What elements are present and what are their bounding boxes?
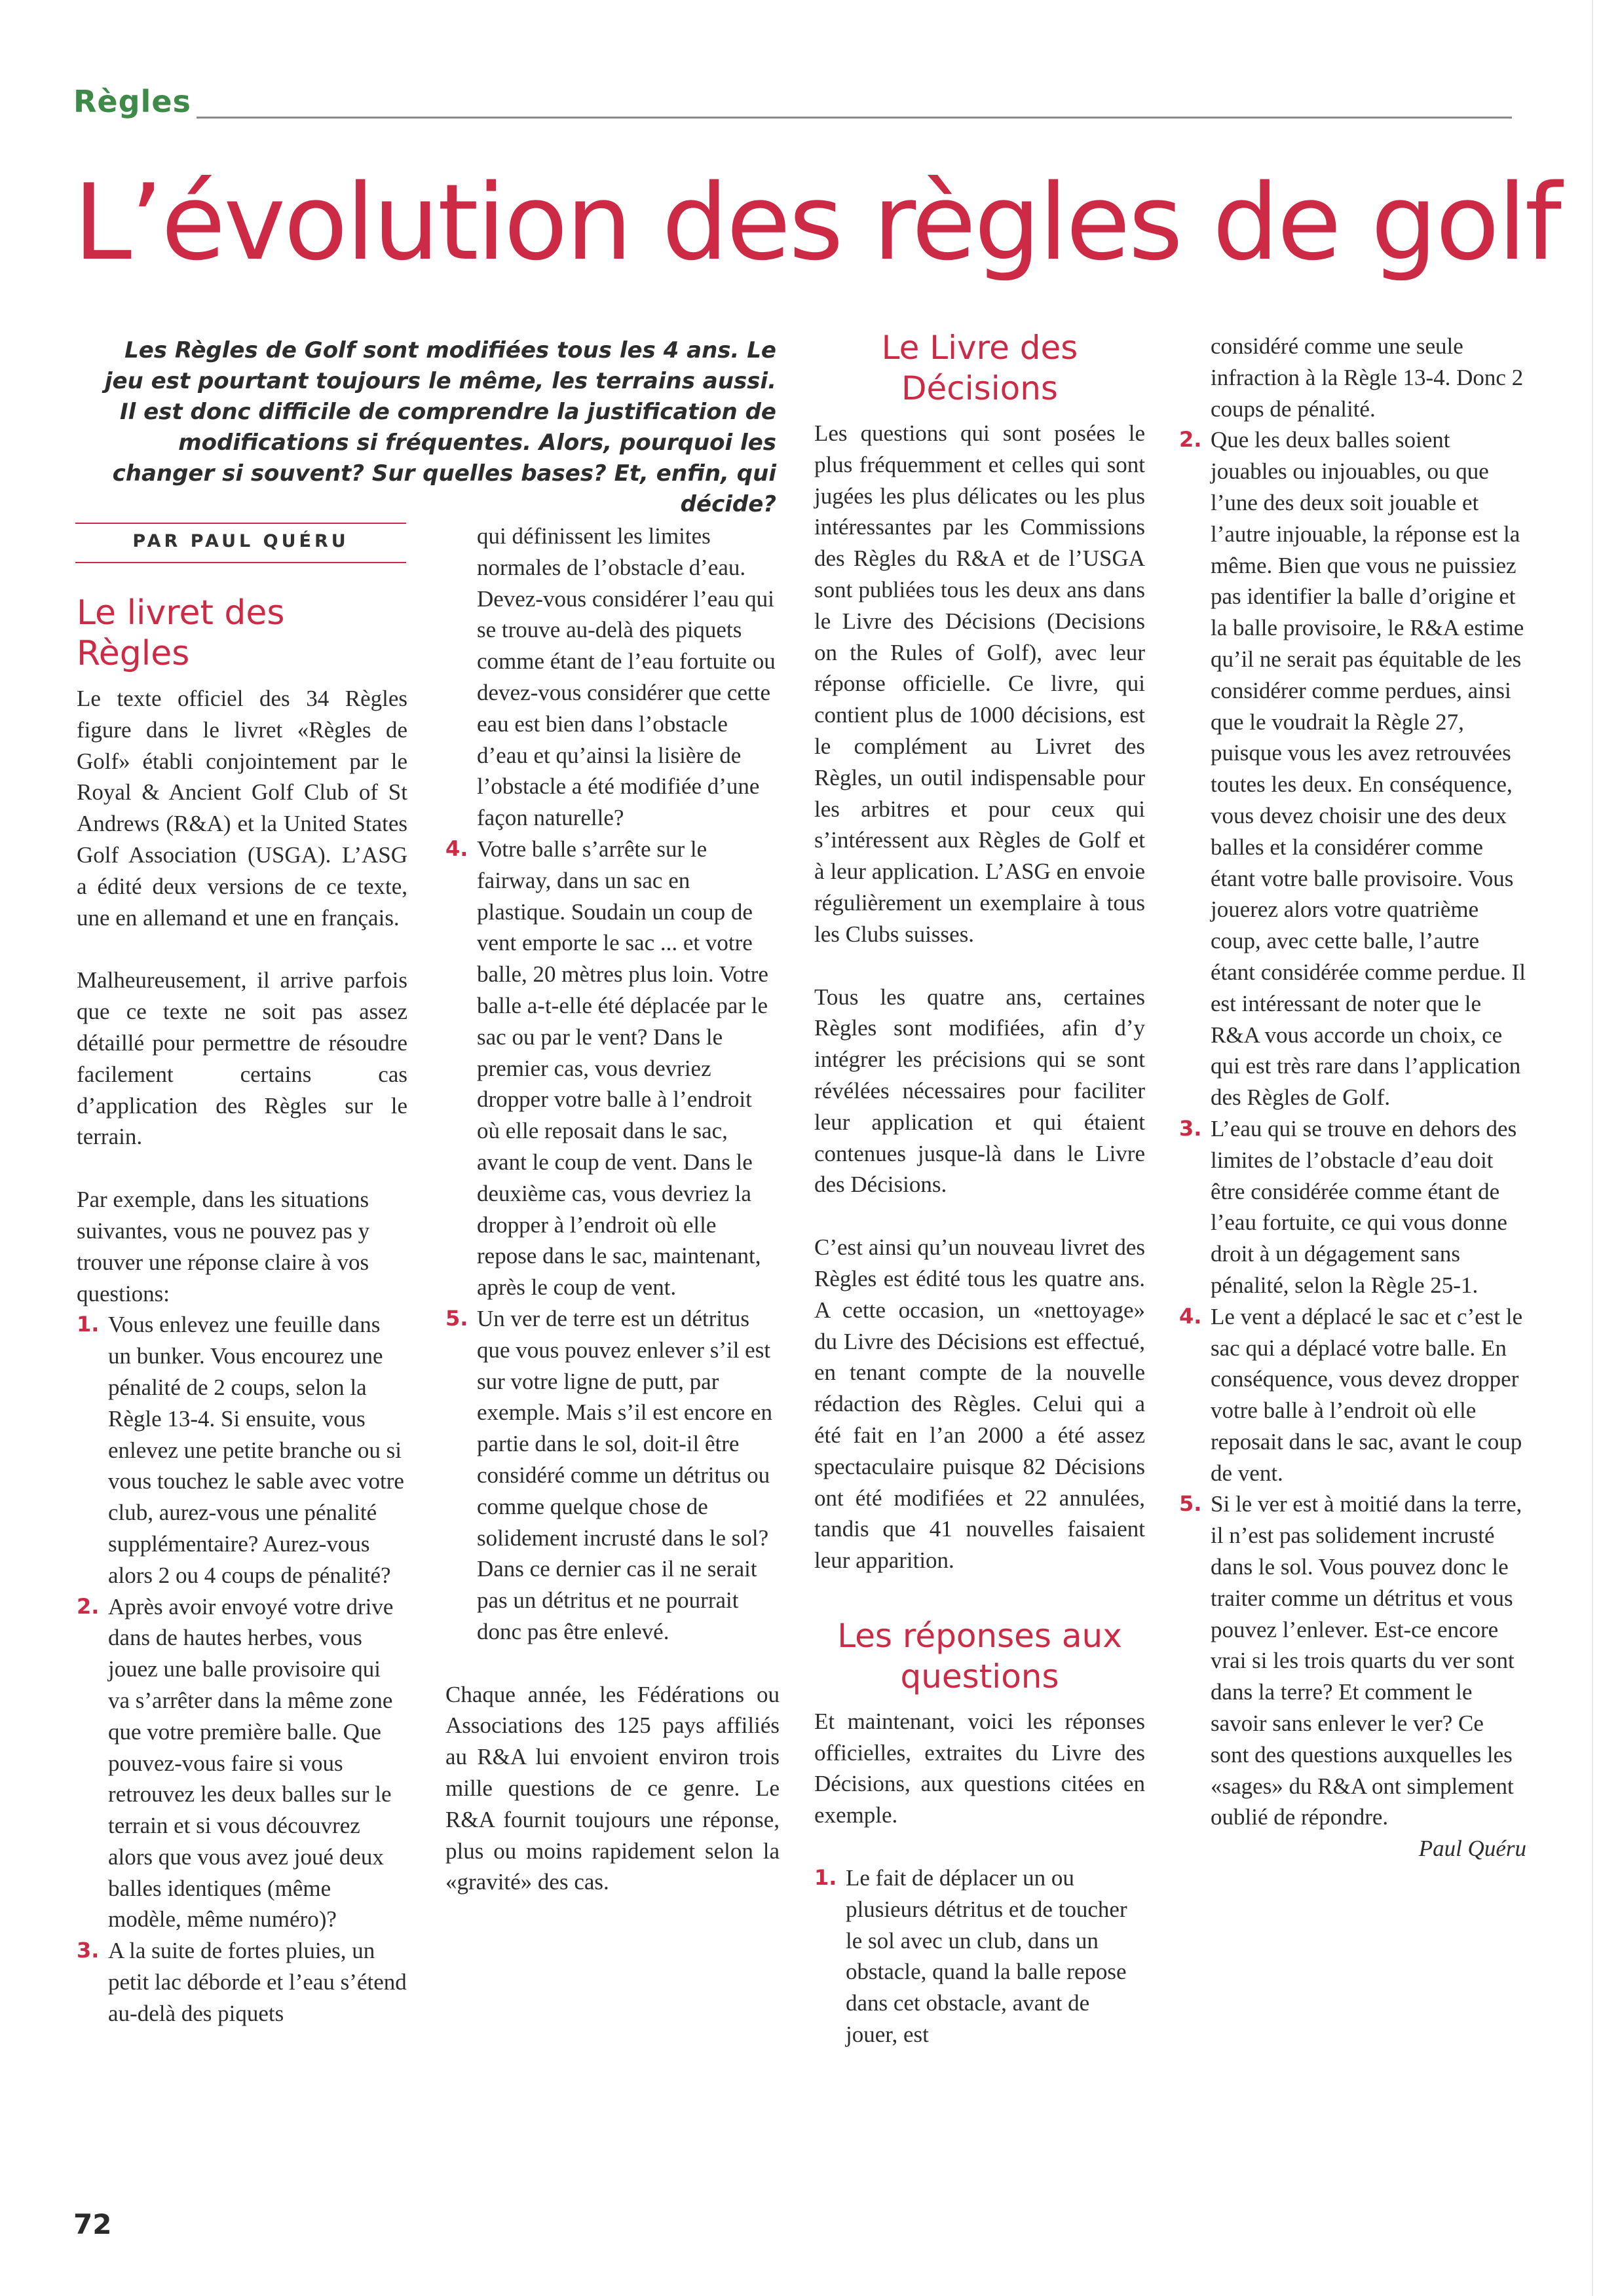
paragraph: Tous les quatre ans, certaines Règles sont modifiées, afin d’y intégrer les précisions qui se sont révélées nécessaires pour faciliter leur application et qui étaient contenues jusque-là dans le Livre des Décisions.: [814, 984, 1145, 1198]
column-3: [814, 327, 1145, 2050]
list-item: [814, 1862, 1145, 2050]
list-item: [1179, 331, 1526, 424]
list-text: Un ver de terre est un détritus que vous pouvez enlever s’il est sur votre ligne de putt, par exemple. Mais s’il est encore en partie dans le sol, doit-il être considéré comme un détritus ou comme quelque chose de solidement incrusté dans le sol? Dans ce dernier cas il ne serait pas un détritus et ne pourrait donc pas être enlevé.: [477, 1305, 772, 1644]
answer-list-continued: [1179, 331, 1526, 1833]
heading-reponses: Les réponses aux questions: [837, 1616, 1122, 1695]
list-item: [77, 1309, 407, 1591]
byline: PAR PAUL QUÉRU: [132, 531, 349, 551]
example-list: [77, 1309, 407, 2029]
byline-rule-top: [75, 523, 406, 524]
list-text: Que les deux balles soient jouables ou injouables, ou que l’une des deux soit jouable et l’autre injouable, la réponse est la même. Bien que vous ne puissiez pas identifier la balle d’origine et la balle provisoire, le R&A estime qu’il ne serait pas équitable de les considérer comme perdues, ainsi que le voudrait la Règle 27, puisque vous les avez retrouvées toutes les deux. En conséquence, vous devez choisir une des deux balles et la considérer comme étant votre balle provisoire. Vous jouerez alors votre quatrième coup, avec cette balle, l’autre étant considérée comme perdue. Il est intéressant de noter que le R&A vous accorde un choix, ce qui est très rare dans l’application des Règles de Golf.: [1211, 427, 1526, 1111]
list-item: [445, 834, 780, 1303]
list-number: 4.: [445, 836, 468, 861]
list-number: 2.: [77, 1593, 100, 1619]
paragraph: Le texte officiel des 34 Règles figure dans le livret «Règles de Golf» établi conjointement par le Royal & Ancient Golf Club of St Andrews (R&A) et la United States Golf Association (USGA). L’ASG a édité deux versions de ce texte, une en allemand et une en français.: [77, 686, 407, 931]
article-title: L’évolution des règles de golf: [73, 161, 1560, 284]
list-item: [1179, 424, 1526, 1113]
column-1: [77, 593, 407, 2029]
heading-livre-decisions: Le Livre des Décisions: [881, 329, 1078, 407]
list-item: [77, 1935, 407, 2029]
heading-livret: Le livret des Règles: [77, 593, 285, 673]
list-number: 3.: [77, 1938, 100, 1963]
list-text: Le fait de déplacer un ou plusieurs détritus et de toucher le sol avec un club, dans un obstacle, quand la balle repose dans cet obstacle, avant de jouer, est: [846, 1865, 1127, 2048]
list-item: [77, 1591, 407, 1936]
page-edge: [1592, 0, 1593, 2296]
list-number: 3.: [1179, 1115, 1202, 1141]
byline-rule-bottom: [75, 562, 406, 563]
list-number: 4.: [1179, 1303, 1202, 1329]
example-list-continued: [445, 521, 780, 1648]
list-text: Le vent a déplacé le sac et c’est le sac qui a déplacé votre balle. En conséquence, vous devez dropper votre balle à l’endroit où elle reposait dans le sac, avant le coup de vent.: [1211, 1303, 1523, 1486]
list-text: considéré comme une seule infraction à la Règle 13-4. Donc 2 coups de pénalité.: [1211, 333, 1524, 422]
paragraph: Les questions qui sont posées le plus fréquemment et celles qui sont jugées les plus délicates ou les plus intéressantes par les Commissions des Règles du R&A et de l’USGA sont publiées tous les deux ans dans le Livre des Décisions (Decisions on the Rules of Golf), avec leur réponse officielle. Ce livre, qui contient plus de 1000 décisions, est le complément au Livret des Règles, un outil indispensable pour les arbitres et pour ceux qui s’intéressent aux Règles de Golf et à leur application. L’ASG en envoie régulièrement un exemplaire à tous les Clubs suisses.: [814, 420, 1145, 947]
header-rule: [197, 117, 1512, 119]
list-text: L’eau qui se trouve en dehors des limites de l’obstacle d’eau doit être considérée comme étant de l’eau fortuite, ce qui vous donne droit à un dégagement sans pénalité, selon la Règle 25-1.: [1211, 1115, 1517, 1298]
answer-list: [814, 1862, 1145, 2050]
list-number: 5.: [445, 1305, 468, 1331]
list-text: A la suite de fortes pluies, un petit lac déborde et l’eau s’étend au-delà des piquets: [108, 1938, 407, 2026]
paragraph: Et maintenant, voici les réponses officielles, extraites du Livre des Décisions, aux questions citées en exemple.: [814, 1708, 1145, 1828]
list-text: Vous enlevez une feuille dans un bunker. Vous encourez une pénalité de 2 coups, selon la Règle 13-4. Si ensuite, vous enlevez une petite branche ou si vous touchez le sable avec votre club, aurez-vous une pénalité supplémentaire? Aurez-vous alors 2 ou 4 coups de pénalité?: [108, 1312, 404, 1588]
column-4: [1179, 331, 1526, 1864]
list-item: [445, 1303, 780, 1648]
page-number: 72: [73, 2208, 112, 2240]
list-text: Après avoir envoyé votre drive dans de hautes herbes, vous jouez une balle provisoire qui va s’arrêter dans la même zone que votre première balle. Que pouvez-vous faire si vous retrouvez les deux balles sur le terrain et si vous découvrez alors que vous avez joué deux balles identiques (même modèle, même numéro)?: [108, 1593, 394, 1933]
author-signature: Paul Quéru: [1418, 1836, 1526, 1862]
list-text: qui définissent les limites normales de l’obstacle d’eau. Devez-vous considérer l’eau qui se trouve au-delà des piquets comme étant de l’eau fortuite ou devez-vous considérer que cette eau est bien dans l’obstacle d’eau et qu’ainsi la lisière de l’obstacle a été modifiée d’une façon naturelle?: [477, 523, 776, 831]
paragraph: Chaque année, les Fédérations ou Associations des 125 pays affiliés au R&A lui envoient environ trois mille questions de ce genre. Le R&A fournit toujours une réponse, plus ou moins rapidement selon la «gravité» des cas.: [445, 1681, 780, 1895]
list-number: 5.: [1179, 1491, 1202, 1517]
list-number: 1.: [814, 1865, 837, 1891]
section-label: Règles: [73, 84, 191, 119]
list-number: 1.: [77, 1312, 100, 1337]
paragraph: C’est ainsi qu’un nouveau livret des Règles est édité tous les quatre ans. A cette occasion, un «nettoyage» du Livre des Décisions est effectué, en tenant compte de la nouvelle rédaction des Règles. Celui qui a été fait en l’an 2000 a été assez spectaculaire puisque 82 Décisions ont été modifiées et 22 annulées, tandis que 41 nouvelles faisaient leur apparition.: [814, 1234, 1145, 1574]
list-item: [1179, 1113, 1526, 1301]
list-number: 2.: [1179, 427, 1202, 453]
paragraph: Par exemple, dans les situations suivantes, vous ne pouvez pas y trouver une réponse claire à vos questions:: [77, 1187, 370, 1306]
column-2: [445, 521, 780, 1929]
paragraph: Malheureusement, il arrive parfois que ce texte ne soit pas assez détaillé pour permettre de résoudre facilement certains cas d’application des Règles sur le terrain.: [77, 967, 407, 1150]
list-text: Votre balle s’arrête sur le fairway, dans un sac en plastique. Soudain un coup de vent emporte le sac ... et votre balle, 20 mètres plus loin. Votre balle a-t-elle été déplacée par le sac ou par le vent? Dans le premier cas, vous devriez dropper votre balle à l’endroit où elle reposait dans le sac, avant le coup de vent. Dans le deuxième cas, vous devriez la dropper à l’endroit où elle repose dans le sac, maintenant, après le coup de vent.: [477, 836, 768, 1301]
list-item: [1179, 1489, 1526, 1833]
list-item: [445, 521, 780, 834]
list-item: [1179, 1301, 1526, 1489]
lead-paragraph: Les Règles de Golf sont modifiées tous les 4 ans. Le jeu est pourtant toujours le même, les terrains aussi. Il est donc difficile de comprendre la justification de modifications si fréquentes. Alors, pourquoi les changer si souvent? Sur quelles bases? Et, enfin, qui décide?: [104, 337, 776, 517]
list-text: Si le ver est à moitié dans la terre, il n’est pas solidement incrusté dans le sol. Vous pouvez donc le traiter comme un détritus et vous pouvez l’enlever. Est-ce encore vrai si les trois quarts du ver sont dans la terre? Et comment le savoir sans enlever le ver? Ce sont des questions auxquelles les «sages» du R&A ont simplement oublié de répondre.: [1211, 1491, 1522, 1830]
